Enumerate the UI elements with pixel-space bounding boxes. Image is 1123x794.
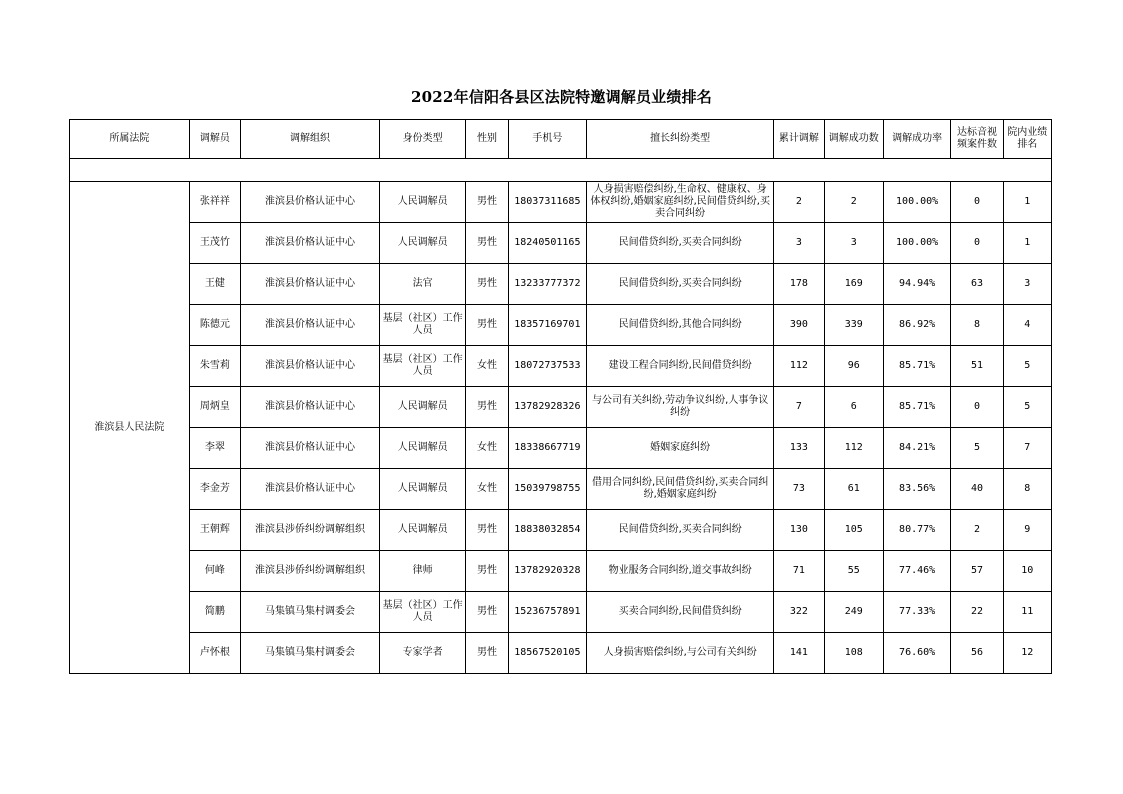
success-count-cell: 61 bbox=[824, 469, 883, 510]
dispute-types-cell: 人身损害赔偿纠纷,生命权、健康权、身体权纠纷,婚姻家庭纠纷,民间借贷纠纷,买卖合同纠纷 bbox=[587, 182, 774, 223]
identity-type-cell: 专家学者 bbox=[379, 633, 466, 674]
success-count-cell: 108 bbox=[824, 633, 883, 674]
dispute-types-cell: 买卖合同纠纷,民间借贷纠纷 bbox=[587, 592, 774, 633]
total-mediations-cell: 73 bbox=[774, 469, 824, 510]
rank-cell: 9 bbox=[1003, 510, 1051, 551]
blank-cell bbox=[70, 159, 1052, 182]
success-count-cell: 6 bbox=[824, 387, 883, 428]
organization-cell: 淮滨县涉侨纠纷调解组织 bbox=[241, 551, 380, 592]
mediator-name-cell: 李翠 bbox=[189, 428, 240, 469]
organization-cell: 淮滨县价格认证中心 bbox=[241, 264, 380, 305]
organization-cell: 马集镇马集村调委会 bbox=[241, 592, 380, 633]
dispute-types-cell: 与公司有关纠纷,劳动争议纠纷,人事争议纠纷 bbox=[587, 387, 774, 428]
success-rate-cell: 86.92% bbox=[883, 305, 950, 346]
rank-cell: 5 bbox=[1003, 387, 1051, 428]
dispute-types-cell: 民间借贷纠纷,买卖合同纠纷 bbox=[587, 510, 774, 551]
success-rate-cell: 83.56% bbox=[883, 469, 950, 510]
gender-cell: 男性 bbox=[466, 551, 508, 592]
mediator-name-cell: 简鹏 bbox=[189, 592, 240, 633]
success-count-cell: 339 bbox=[824, 305, 883, 346]
success-count-cell: 55 bbox=[824, 551, 883, 592]
identity-type-cell: 基层（社区）工作人员 bbox=[379, 346, 466, 387]
organization-cell: 淮滨县价格认证中心 bbox=[241, 387, 380, 428]
phone-cell: 15236757891 bbox=[508, 592, 586, 633]
success-rate-cell: 94.94% bbox=[883, 264, 950, 305]
phone-cell: 15039798755 bbox=[508, 469, 586, 510]
success-rate-cell: 100.00% bbox=[883, 182, 950, 223]
table-row bbox=[70, 305, 1052, 346]
mediator-name-cell: 何峰 bbox=[189, 551, 240, 592]
organization-cell: 淮滨县价格认证中心 bbox=[241, 305, 380, 346]
organization-cell: 淮滨县价格认证中心 bbox=[241, 469, 380, 510]
header-total: 累计调解 bbox=[774, 120, 824, 159]
gender-cell: 女性 bbox=[466, 428, 508, 469]
phone-cell: 13233777372 bbox=[508, 264, 586, 305]
av-cases-cell: 0 bbox=[951, 223, 1003, 264]
total-mediations-cell: 130 bbox=[774, 510, 824, 551]
success-count-cell: 96 bbox=[824, 346, 883, 387]
identity-type-cell: 基层（社区）工作人员 bbox=[379, 592, 466, 633]
total-mediations-cell: 112 bbox=[774, 346, 824, 387]
rank-cell: 12 bbox=[1003, 633, 1051, 674]
phone-cell: 18567520105 bbox=[508, 633, 586, 674]
mediator-name-cell: 李金芳 bbox=[189, 469, 240, 510]
mediator-name-cell: 卢怀根 bbox=[189, 633, 240, 674]
av-cases-cell: 0 bbox=[951, 182, 1003, 223]
table-row bbox=[70, 510, 1052, 551]
table-row bbox=[70, 469, 1052, 510]
rank-cell: 1 bbox=[1003, 182, 1051, 223]
table-row bbox=[70, 428, 1052, 469]
success-count-cell: 112 bbox=[824, 428, 883, 469]
table-row bbox=[70, 264, 1052, 305]
table-row bbox=[70, 592, 1052, 633]
header-dispute-types: 擅长纠纷类型 bbox=[587, 120, 774, 159]
dispute-types-cell: 借用合同纠纷,民间借贷纠纷,买卖合同纠纷,婚姻家庭纠纷 bbox=[587, 469, 774, 510]
success-rate-cell: 85.71% bbox=[883, 346, 950, 387]
table-row bbox=[70, 182, 1052, 223]
rank-cell: 7 bbox=[1003, 428, 1051, 469]
av-cases-cell: 8 bbox=[951, 305, 1003, 346]
phone-cell: 18240501165 bbox=[508, 223, 586, 264]
phone-cell: 13782928326 bbox=[508, 387, 586, 428]
organization-cell: 淮滨县价格认证中心 bbox=[241, 223, 380, 264]
page-title: 2022年信阳各县区法院特邀调解员业绩排名 bbox=[411, 88, 712, 106]
identity-type-cell: 人民调解员 bbox=[379, 469, 466, 510]
success-rate-cell: 77.33% bbox=[883, 592, 950, 633]
total-mediations-cell: 141 bbox=[774, 633, 824, 674]
total-mediations-cell: 322 bbox=[774, 592, 824, 633]
ranking-table bbox=[69, 119, 1052, 674]
header-identity: 身份类型 bbox=[379, 120, 466, 159]
header-court: 所属法院 bbox=[70, 120, 190, 159]
organization-cell: 淮滨县涉侨纠纷调解组织 bbox=[241, 510, 380, 551]
header-phone: 手机号 bbox=[508, 120, 586, 159]
gender-cell: 女性 bbox=[466, 346, 508, 387]
av-cases-cell: 57 bbox=[951, 551, 1003, 592]
organization-cell: 淮滨县价格认证中心 bbox=[241, 182, 380, 223]
av-cases-cell: 22 bbox=[951, 592, 1003, 633]
av-cases-cell: 5 bbox=[951, 428, 1003, 469]
table-row bbox=[70, 633, 1052, 674]
rank-cell: 11 bbox=[1003, 592, 1051, 633]
gender-cell: 男性 bbox=[466, 633, 508, 674]
av-cases-cell: 56 bbox=[951, 633, 1003, 674]
success-count-cell: 169 bbox=[824, 264, 883, 305]
header-mediator: 调解员 bbox=[189, 120, 240, 159]
rank-cell: 8 bbox=[1003, 469, 1051, 510]
dispute-types-cell: 人身损害赔偿纠纷,与公司有关纠纷 bbox=[587, 633, 774, 674]
success-count-cell: 3 bbox=[824, 223, 883, 264]
table-row bbox=[70, 223, 1052, 264]
success-count-cell: 105 bbox=[824, 510, 883, 551]
phone-cell: 13782920328 bbox=[508, 551, 586, 592]
phone-cell: 18357169701 bbox=[508, 305, 586, 346]
table-row bbox=[70, 551, 1052, 592]
success-rate-cell: 85.71% bbox=[883, 387, 950, 428]
court-cell: 淮滨县人民法院 bbox=[70, 182, 190, 674]
success-rate-cell: 77.46% bbox=[883, 551, 950, 592]
header-av-cases: 达标音视频案件数 bbox=[951, 120, 1003, 159]
rank-cell: 5 bbox=[1003, 346, 1051, 387]
total-mediations-cell: 178 bbox=[774, 264, 824, 305]
rank-cell: 1 bbox=[1003, 223, 1051, 264]
dispute-types-cell: 民间借贷纠纷,其他合同纠纷 bbox=[587, 305, 774, 346]
dispute-types-cell: 民间借贷纠纷,买卖合同纠纷 bbox=[587, 264, 774, 305]
header-rank: 院内业绩排名 bbox=[1003, 120, 1051, 159]
gender-cell: 男性 bbox=[466, 182, 508, 223]
header-gender: 性别 bbox=[466, 120, 508, 159]
av-cases-cell: 51 bbox=[951, 346, 1003, 387]
identity-type-cell: 律师 bbox=[379, 551, 466, 592]
dispute-types-cell: 民间借贷纠纷,买卖合同纠纷 bbox=[587, 223, 774, 264]
mediator-name-cell: 张祥祥 bbox=[189, 182, 240, 223]
av-cases-cell: 63 bbox=[951, 264, 1003, 305]
mediator-name-cell: 陈德元 bbox=[189, 305, 240, 346]
mediator-name-cell: 朱雪莉 bbox=[189, 346, 240, 387]
gender-cell: 男性 bbox=[466, 592, 508, 633]
mediator-name-cell: 周炳皇 bbox=[189, 387, 240, 428]
rank-cell: 10 bbox=[1003, 551, 1051, 592]
total-mediations-cell: 7 bbox=[774, 387, 824, 428]
header-row bbox=[70, 120, 1052, 159]
av-cases-cell: 2 bbox=[951, 510, 1003, 551]
success-rate-cell: 100.00% bbox=[883, 223, 950, 264]
dispute-types-cell: 建设工程合同纠纷,民间借贷纠纷 bbox=[587, 346, 774, 387]
identity-type-cell: 人民调解员 bbox=[379, 428, 466, 469]
gender-cell: 女性 bbox=[466, 469, 508, 510]
gender-cell: 男性 bbox=[466, 510, 508, 551]
phone-cell: 18838032854 bbox=[508, 510, 586, 551]
mediator-name-cell: 王健 bbox=[189, 264, 240, 305]
identity-type-cell: 基层（社区）工作人员 bbox=[379, 305, 466, 346]
gender-cell: 男性 bbox=[466, 223, 508, 264]
identity-type-cell: 法官 bbox=[379, 264, 466, 305]
phone-cell: 18072737533 bbox=[508, 346, 586, 387]
mediator-name-cell: 王茂竹 bbox=[189, 223, 240, 264]
identity-type-cell: 人民调解员 bbox=[379, 510, 466, 551]
success-rate-cell: 80.77% bbox=[883, 510, 950, 551]
success-rate-cell: 84.21% bbox=[883, 428, 950, 469]
total-mediations-cell: 71 bbox=[774, 551, 824, 592]
dispute-types-cell: 物业服务合同纠纷,道交事故纠纷 bbox=[587, 551, 774, 592]
total-mediations-cell: 2 bbox=[774, 182, 824, 223]
phone-cell: 18338667719 bbox=[508, 428, 586, 469]
av-cases-cell: 0 bbox=[951, 387, 1003, 428]
identity-type-cell: 人民调解员 bbox=[379, 387, 466, 428]
gender-cell: 男性 bbox=[466, 305, 508, 346]
total-mediations-cell: 390 bbox=[774, 305, 824, 346]
header-success-count: 调解成功数 bbox=[824, 120, 883, 159]
dispute-types-cell: 婚姻家庭纠纷 bbox=[587, 428, 774, 469]
organization-cell: 淮滨县价格认证中心 bbox=[241, 428, 380, 469]
rank-cell: 4 bbox=[1003, 305, 1051, 346]
blank-row bbox=[70, 159, 1052, 182]
organization-cell: 淮滨县价格认证中心 bbox=[241, 346, 380, 387]
phone-cell: 18037311685 bbox=[508, 182, 586, 223]
header-success-rate: 调解成功率 bbox=[883, 120, 950, 159]
identity-type-cell: 人民调解员 bbox=[379, 182, 466, 223]
total-mediations-cell: 3 bbox=[774, 223, 824, 264]
gender-cell: 男性 bbox=[466, 387, 508, 428]
gender-cell: 男性 bbox=[466, 264, 508, 305]
success-count-cell: 2 bbox=[824, 182, 883, 223]
av-cases-cell: 40 bbox=[951, 469, 1003, 510]
success-count-cell: 249 bbox=[824, 592, 883, 633]
table-row bbox=[70, 346, 1052, 387]
organization-cell: 马集镇马集村调委会 bbox=[241, 633, 380, 674]
total-mediations-cell: 133 bbox=[774, 428, 824, 469]
table-row bbox=[70, 387, 1052, 428]
rank-cell: 3 bbox=[1003, 264, 1051, 305]
identity-type-cell: 人民调解员 bbox=[379, 223, 466, 264]
mediator-name-cell: 王朝辉 bbox=[189, 510, 240, 551]
header-organization: 调解组织 bbox=[241, 120, 380, 159]
success-rate-cell: 76.60% bbox=[883, 633, 950, 674]
